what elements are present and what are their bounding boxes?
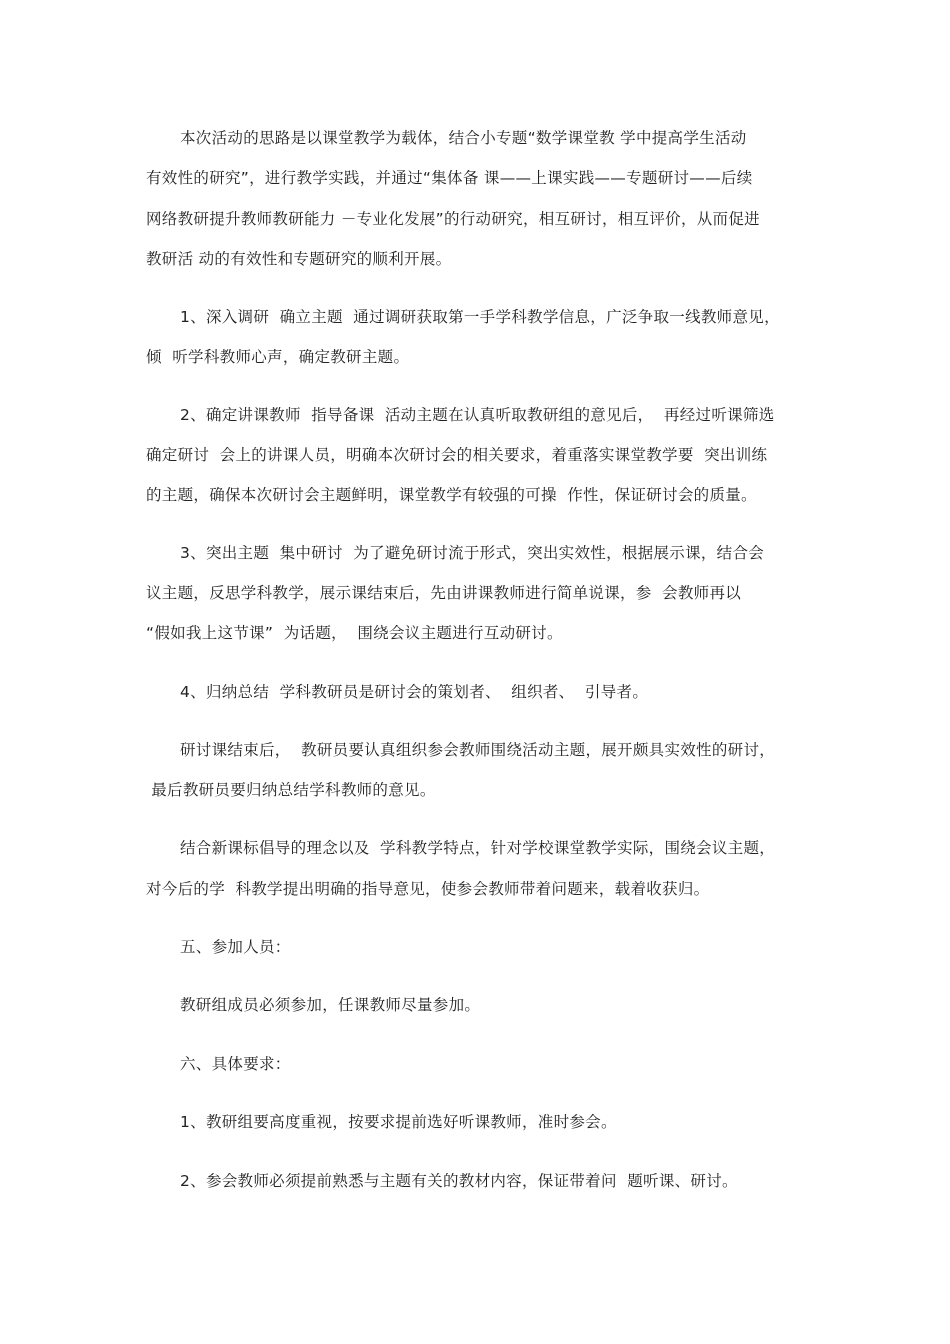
paragraph-6-line-2: 最后教研员要归纳总结学科教师的意见。 [146,781,436,799]
paragraph-7-line-1: 结合新课标倡导的理念以及 学科教学特点，针对学校课堂教学实际，围绕会议主题， [180,839,776,857]
paragraph-2-line-1: 1、深入调研 确立主题 通过调研获取第一手学科教学信息，广泛争取一线教师意见， [180,308,780,326]
paragraph-1-line-1: 本次活动的思路是以课堂教学为载体，结合小专题“数学课堂教 学中提高学生活动 [180,129,747,147]
paragraph-6-line-1: 研讨课结束后， 教研员要认真组织参会教师围绕活动主题，展开颇具实效性的研讨， [180,741,776,759]
paragraph-1-line-2: 有效性的研究”，进行教学实践，并通过“集体备 课——上课实践——专题研讨——后续 [146,169,753,187]
section-5-heading: 五、参加人员： [180,938,291,956]
paragraph-4-line-1: 3、突出主题 集中研讨 为了避免研讨流于形式，突出实效性，根据展示课，结合会 [180,544,765,562]
paragraph-2-line-2: 倾 听学科教师心声，确定教研主题。 [146,348,410,366]
paragraph-9-line-1: 教研组成员必须参加，任课教师尽量参加。 [180,996,481,1014]
requirement-1: 1、教研组要高度重视，按要求提前选好听课教师，准时参会。 [180,1113,617,1131]
paragraph-4-line-2: 议主题，反思学科教学，展示课结束后，先由讲课教师进行简单说课，参 会教师再以 [146,584,742,602]
paragraph-7-line-2: 对今后的学 科教学提出明确的指导意见，使参会教师带着问题来，载着收获归。 [146,880,710,898]
paragraph-3-line-3: 的主题，确保本次研讨会主题鲜明，课堂教学有较强的可操 作性，保证研讨会的质量。 [146,486,757,504]
paragraph-5-line-1: 4、归纳总结 学科教研员是研讨会的策划者、 组织者、 引导者。 [180,683,649,701]
section-6-heading: 六、具体要求： [180,1055,291,1073]
paragraph-3-line-1: 2、确定讲课教师 指导备课 活动主题在认真听取教研组的意见后， 再经过听课筛选 [180,406,775,424]
paragraph-4-line-3: “假如我上这节课” 为话题， 围绕会议主题进行互动研讨。 [146,624,563,642]
paragraph-3-line-2: 确定研讨 会上的讲课人员，明确本次研讨会的相关要求，着重落实课堂教学要 突出训练 [146,446,768,464]
paragraph-1-line-4: 教研活 动的有效性和专题研究的顺利开展。 [146,250,452,268]
requirement-2: 2、参会教师必须提前熟悉与主题有关的教材内容，保证带着问 题听课、研讨。 [180,1172,738,1190]
paragraph-1-line-3: 网络教研提升教师教研能力 －专业化发展”的行动研究，相互研讨，相互评价，从而促进 [146,210,760,228]
